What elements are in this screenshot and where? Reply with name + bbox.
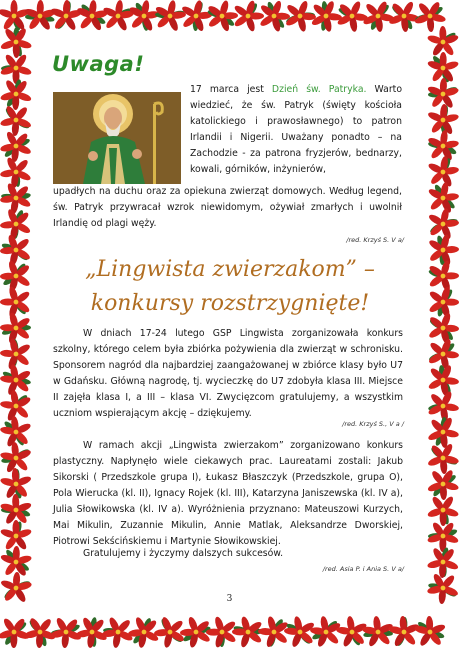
border-leaf: [440, 105, 449, 122]
border-leaf: [428, 582, 445, 591]
poinsettia-flower: [96, 609, 141, 648]
border-leaf: [7, 404, 19, 421]
border-leaf: [266, 1, 277, 18]
border-leaf: [13, 247, 29, 262]
border-leaf: [438, 365, 446, 382]
poinsettia-flower: [202, 0, 242, 35]
poinsettia-flower: [0, 71, 39, 115]
border-leaf: [311, 629, 328, 641]
border-leaf: [440, 119, 448, 136]
border-leaf: [1, 455, 18, 464]
border-leaf: [14, 507, 31, 518]
border-leaf: [436, 235, 446, 252]
border-leaf: [13, 209, 25, 226]
contest-signature-2: /red. Asia P. i Ania S. V a/: [322, 565, 404, 573]
poinsettia-flower: [49, 0, 84, 32]
border-leaf: [428, 351, 445, 363]
border-leaf: [440, 157, 452, 174]
border-leaf: [3, 420, 19, 435]
poinsettia-flower: [0, 123, 39, 168]
border-leaf: [141, 14, 150, 31]
poinsettia-flower: [423, 230, 459, 268]
border-leaf: [13, 299, 28, 315]
poinsettia-flower: [305, 0, 347, 36]
border-leaf: [14, 448, 31, 462]
poinsettia-flower: [0, 463, 37, 505]
poinsettia-flower: [423, 256, 459, 295]
border-leaf: [440, 325, 455, 341]
border-leaf: [440, 561, 447, 577]
border-leaf: [192, 15, 199, 31]
contest-signature-1: /red. Krzyś S., V a /: [342, 420, 404, 428]
poinsettia-flower: [254, 0, 295, 36]
border-leaf: [12, 223, 19, 239]
poinsettia-flower: [305, 610, 348, 648]
border-leaf: [80, 3, 95, 19]
poinsettia-flower: [0, 489, 37, 530]
border-leaf: [13, 40, 24, 57]
border-leaf: [1, 193, 18, 201]
poinsettia-flower: [425, 154, 459, 190]
border-leaf: [168, 9, 185, 19]
poinsettia-flower: [148, 609, 193, 648]
poinsettia-flower: [100, 0, 137, 33]
poinsettia-flower: [421, 539, 459, 584]
poinsettia-flower: [0, 227, 39, 272]
border-leaf: [9, 287, 20, 304]
poinsettia-flower: [424, 179, 459, 216]
border-leaf: [440, 342, 456, 357]
poinsettia-flower: [0, 20, 38, 64]
poinsettia-flower: [177, 0, 216, 34]
poinsettia-flower: [74, 0, 110, 33]
border-leaf: [6, 157, 19, 174]
intro-rest: Warto wiedzieć, że św. Patryk (święty kościoła katolickiego i prawosławnego) to patron Irlandii i Nigerii. Uważany ponadto – na Zachodzie - za patrona fryzjerów, bednarzy, kowali, górników, inżynierów,: [190, 84, 403, 175]
border-leaf: [428, 141, 445, 149]
poinsettia-flower: [18, 609, 63, 648]
border-leaf: [4, 548, 19, 564]
border-leaf: [337, 6, 354, 19]
border-leaf: [28, 619, 43, 635]
border-leaf: [285, 13, 302, 25]
border-leaf: [1, 65, 17, 72]
border-leaf: [436, 300, 446, 317]
poinsettia-flower: [0, 384, 38, 427]
saint-patrick-image: [53, 92, 181, 184]
border-leaf: [321, 1, 329, 18]
border-leaf: [440, 31, 457, 45]
border-leaf: [441, 473, 458, 487]
poinsettia-flower: [426, 52, 459, 84]
border-leaf: [416, 620, 432, 635]
poinsettia-flower: [0, 201, 39, 246]
border-leaf: [441, 143, 458, 156]
poinsettia-flower: [331, 0, 374, 37]
border-leaf: [38, 13, 55, 23]
poinsettia-flower: [0, 253, 39, 298]
border-leaf: [297, 629, 312, 645]
poinsettia-flower: [0, 545, 33, 577]
border-leaf: [134, 2, 147, 19]
border-leaf: [349, 630, 362, 647]
poinsettia-flower: [0, 437, 37, 479]
border-leaf: [363, 629, 380, 638]
border-leaf: [13, 482, 23, 499]
border-leaf: [432, 496, 446, 512]
poinsettia-flower: [384, 611, 425, 648]
border-leaf: [15, 324, 31, 331]
border-leaf: [103, 627, 120, 635]
border-leaf: [89, 617, 98, 634]
border-leaf: [395, 630, 407, 647]
border-leaf: [14, 65, 31, 76]
border-leaf: [245, 2, 259, 19]
border-leaf: [11, 339, 19, 356]
poinsettia-flower: [425, 103, 459, 137]
border-leaf: [14, 580, 31, 592]
border-leaf: [377, 629, 394, 637]
border-leaf: [429, 318, 446, 331]
border-leaf: [207, 9, 224, 20]
border-leaf: [432, 481, 446, 497]
border-leaf: [271, 13, 286, 29]
border-leaf: [375, 3, 390, 19]
border-leaf: [440, 288, 454, 305]
poinsettia-flower: [200, 609, 244, 648]
border-leaf: [1, 507, 17, 513]
border-leaf: [63, 1, 72, 18]
poinsettia-flower: [279, 610, 322, 648]
poinsettia-flower: [421, 462, 459, 506]
border-leaf: [440, 508, 450, 525]
contest-paragraph-food-drive: W dniach 17-24 lutego GSP Lingwista zorganizowała konkurs szkolny, którego celem była zbiórka pożywienia dla zwierząt w schronisku. Sponsorem nagród dla najbardziej zaangażowanej w zbiórce klasy było U7 w Gdańsku. Główną nagrodę, tj. wycieczkę do U7 zdobyła klasa III. Miejsce II zajęła klasa I, a III – klasa VI. Zwycięzcom gratulujemy, a wszystkim uczniom wspierającym akcję – dziękujemy.: [53, 328, 403, 419]
border-leaf: [13, 469, 20, 485]
contest-paragraph-art: W ramach akcji „Lingwista zwierzakom” zorganizowano konkurs plastyczny. Napłynęło wiele ciekawych prac. Laureatami zostali: Jakub Sikorski ( Przedszkole grupa I), Łukasz Błaszczyk (Przedszkole, grupa O), Pola Wierucka (kl. II), Ignacy Rojek (kl. III), Katarzyna Janiszewska (kl. IV a), Julia Słowikowska (kl. IV a). Wyróżnienia przyznano: Mateuszowi Kurzych, Mai Mikulin, Zuzannie Mikulin, Annie Matlak, Aleksandrze Dworskiej, Piotrowi Sekścińskiemu i Martynie Słowikowskiej.: [53, 440, 403, 547]
border-leaf: [182, 629, 199, 643]
contest-title-line1: „Lingwista zwierzakom” –: [85, 257, 375, 282]
border-leaf: [391, 4, 407, 19]
border-leaf: [51, 629, 67, 636]
border-leaf: [428, 403, 445, 412]
poinsettia-flower: [357, 0, 400, 37]
border-leaf: [160, 618, 173, 635]
poinsettia-flower: [424, 205, 459, 243]
border-leaf: [37, 630, 48, 647]
notice-intro: [190, 82, 402, 178]
poinsettia-flower: [424, 21, 459, 62]
intro-prefix: 17 marca jest: [190, 84, 272, 95]
border-leaf: [401, 14, 414, 31]
border-leaf: [429, 221, 446, 235]
border-leaf: [64, 623, 81, 635]
border-leaf: [13, 393, 29, 408]
poinsettia-flower: [151, 0, 189, 34]
poinsettia-flower: [423, 282, 459, 322]
poinsettia-flower: [226, 609, 270, 648]
border-leaf: [214, 617, 225, 634]
border-leaf: [13, 521, 23, 538]
poinsettia-flower: [421, 436, 459, 479]
border-leaf: [415, 13, 432, 23]
border-leaf: [440, 195, 456, 210]
poinsettia-flower: [228, 0, 269, 35]
border-leaf: [14, 559, 31, 573]
poinsettia-flower: [422, 333, 459, 374]
poinsettia-flower: [408, 0, 452, 37]
border-leaf: [132, 629, 147, 645]
poinsettia-flower: [279, 0, 321, 36]
border-leaf: [2, 370, 19, 383]
poinsettia-flower: [0, 410, 38, 453]
poinsettia-flower: [23, 0, 57, 32]
border-leaf: [440, 547, 450, 564]
border-leaf: [427, 5, 444, 19]
border-leaf: [320, 14, 329, 31]
poinsettia-flower: [421, 513, 459, 557]
border-leaf: [14, 117, 31, 130]
border-leaf: [247, 628, 263, 635]
border-leaf: [13, 430, 26, 447]
border-leaf: [90, 13, 107, 26]
border-leaf: [14, 377, 31, 386]
border-leaf: [5, 91, 19, 108]
border-leaf: [234, 13, 250, 27]
border-leaf: [369, 14, 381, 31]
poinsettia-flower: [422, 307, 459, 348]
border-leaf: [440, 66, 451, 83]
border-leaf: [428, 533, 444, 539]
poinsettia-flower: [253, 610, 297, 648]
border-leaf: [439, 249, 446, 265]
poinsettia-flower: [422, 359, 459, 401]
poinsettia-flower: [0, 358, 38, 402]
border-leaf: [116, 629, 133, 642]
border-leaf: [13, 27, 20, 43]
poinsettia-flower: [70, 609, 115, 648]
border-leaf: [428, 629, 445, 640]
border-leaf: [233, 625, 250, 635]
border-leaf: [194, 625, 211, 635]
border-leaf: [141, 617, 153, 634]
border-leaf: [3, 143, 19, 158]
border-leaf: [13, 262, 27, 278]
border-leaf: [441, 455, 458, 466]
poinsettia-flower: [0, 45, 39, 89]
st-patrick-day-highlight: Dzień św. Patryka.: [271, 84, 367, 95]
border-leaf: [440, 417, 447, 433]
border-leaf: [268, 630, 277, 647]
border-leaf: [155, 11, 172, 19]
notice-continuation: upadłych na duchu oraz za opiekuna zwierząt domowych. Według legend, św. Patryk przywracał wzrok niewidomym, ożywiał zmarłych i uwolnił Irlandię od plagi węży.: [53, 186, 402, 229]
notice-heading: Uwaga!: [52, 52, 145, 76]
border-leaf: [11, 1, 17, 17]
border-leaf: [271, 618, 285, 635]
poinsettia-flower: [382, 0, 426, 37]
border-leaf: [428, 268, 445, 279]
border-leaf: [432, 39, 446, 56]
border-leaf: [193, 1, 205, 18]
poinsettia-flower: [0, 520, 32, 551]
poinsettia-flower: [0, 332, 38, 376]
border-leaf: [13, 171, 21, 188]
poinsettia-flower: [422, 384, 459, 426]
border-leaf: [430, 169, 446, 185]
border-leaf: [441, 85, 458, 97]
border-leaf: [440, 378, 453, 395]
poinsettia-flower: [0, 149, 39, 194]
poinsettia-flower: [44, 609, 89, 648]
border-leaf: [56, 14, 70, 31]
poinsettia-flower: [410, 611, 451, 648]
poinsettia-flower: [0, 306, 38, 350]
border-leaf: [4, 107, 19, 123]
border-leaf: [441, 218, 458, 227]
border-leaf: [11, 14, 22, 31]
border-leaf: [14, 192, 31, 201]
border-leaf: [442, 273, 458, 279]
border-leaf: [401, 617, 408, 633]
border-leaf: [1, 242, 18, 253]
notice-signature: /red. Krzyś S. V a/: [346, 236, 404, 244]
poinsettia-flower: [174, 609, 219, 648]
border-leaf: [430, 446, 446, 461]
poinsettia-flower: [425, 128, 459, 163]
border-leaf: [9, 352, 19, 369]
border-leaf: [323, 619, 339, 635]
border-leaf: [351, 13, 368, 21]
border-leaf: [105, 13, 120, 29]
poinsettia-flower: [421, 410, 459, 453]
border-leaf: [25, 13, 41, 20]
border-leaf: [14, 137, 31, 149]
border-leaf: [434, 430, 446, 447]
border-leaf: [11, 621, 27, 635]
border-leaf: [116, 7, 133, 19]
border-leaf: [1, 325, 18, 337]
poinsettia-flower: [122, 609, 167, 648]
border-leaf: [347, 617, 355, 634]
border-leaf: [89, 631, 97, 648]
border-leaf: [2, 273, 19, 287]
border-leaf: [219, 631, 225, 647]
contest-paragraph-congrats: Gratulujemy i życzymy dalszych sukcesów.: [83, 548, 284, 559]
contest-title-line2: konkursy rozstrzygnięte!: [90, 291, 370, 316]
page-number: 3: [226, 594, 233, 604]
border-leaf: [3, 630, 17, 647]
border-leaf: [431, 54, 446, 70]
border-leaf: [428, 91, 444, 98]
poinsettia-flower: [0, 279, 39, 324]
border-leaf: [167, 629, 183, 644]
poinsettia-flower: [358, 610, 400, 648]
border-leaf: [441, 528, 458, 539]
poinsettia-flower: [0, 609, 37, 648]
border-leaf: [299, 12, 315, 19]
poinsettia-flower: [331, 610, 373, 648]
border-leaf: [285, 622, 302, 635]
poinsettia-flower: [0, 0, 30, 31]
border-leaf: [5, 533, 19, 549]
border-leaf: [433, 183, 446, 200]
poinsettia-flower: [0, 97, 39, 142]
border-leaf: [442, 403, 459, 411]
border-leaf: [219, 13, 235, 28]
poinsettia-flower: [0, 175, 39, 220]
border-leaf: [13, 79, 23, 96]
poinsettia-flower: [125, 0, 162, 34]
poinsettia-flower: [426, 77, 459, 110]
poinsettia-flower: [421, 488, 459, 532]
